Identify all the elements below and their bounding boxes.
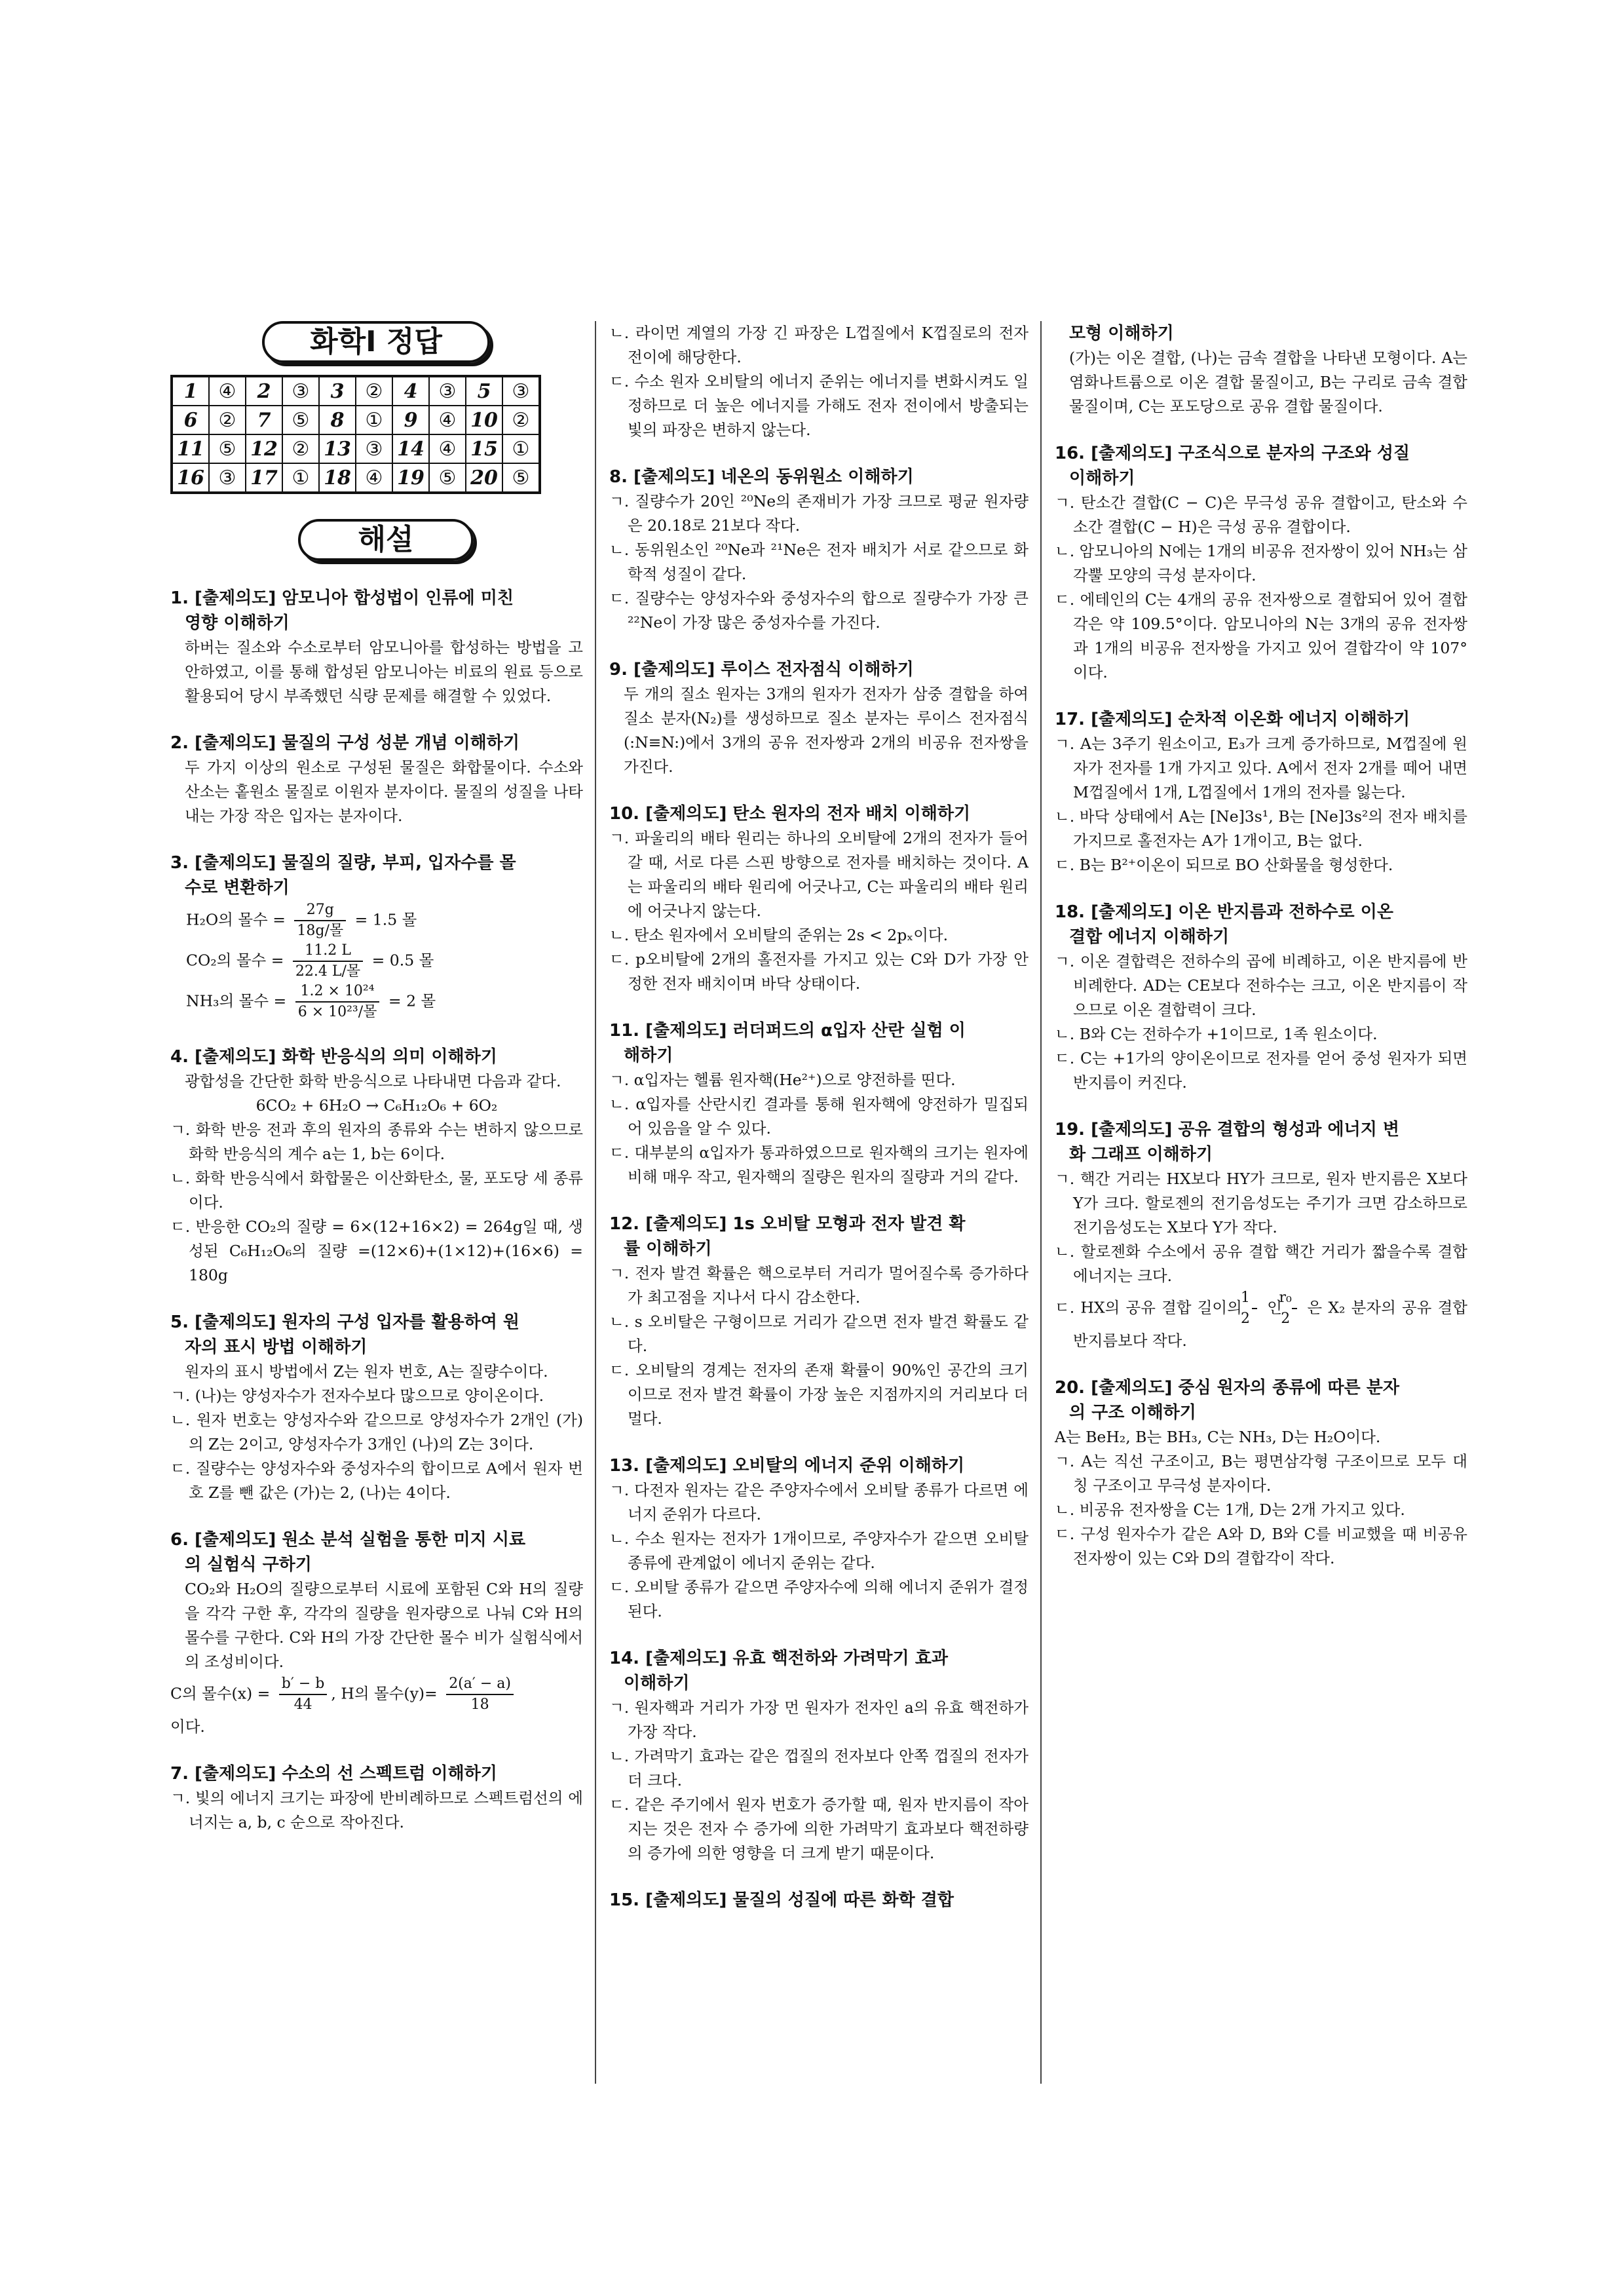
explanation-2	[170, 731, 583, 828]
q12-heading-cont: 률 이해하기	[624, 1239, 712, 1259]
q11-item-a: ㄱ. α입자는 헬륨 원자핵(He²⁺)으로 양전하를 띤다.	[609, 1071, 956, 1089]
question-number: 8	[319, 406, 356, 434]
q12-heading: 12. [출제의도] 1s 오비탈 모형과 전자 발견 확	[609, 1214, 966, 1234]
explanation-20	[1055, 1375, 1467, 1571]
explanation-15	[609, 1888, 1029, 1913]
q16-heading-cont: 이해하기	[1069, 469, 1135, 488]
column-divider	[1040, 321, 1042, 2084]
q17-item-b: ㄴ. 바닥 상태에서 A는 [Ne]3s¹, B는 [Ne]3s²의 전자 배치를 가지므로 홀전자는 A가 1개이고, B는 없다.	[1055, 807, 1467, 850]
question-number: 11	[172, 434, 209, 463]
explanation-13	[609, 1453, 1029, 1624]
explanation-8	[609, 465, 1029, 635]
question-number: 12	[246, 434, 282, 463]
q10-heading: 10. [출제의도] 탄소 원자의 전자 배치 이해하기	[609, 804, 971, 824]
q8-item-c: ㄷ. 질량수는 양성자수와 중성자수의 합으로 질량수가 가장 큰 ²²Ne이 가장 많은 중성자수를 가진다.	[609, 589, 1029, 632]
q18-item-a: ㄱ. 이온 결합력은 전하수의 곱에 비례하고, 이온 반지름에 반비례한다. AD는 CE보다 전하수는 크고, 이온 반지름이 작으므로 이온 결합력이 크다.	[1055, 952, 1467, 1019]
answer-choice: ①	[502, 434, 540, 463]
q11-heading-cont: 해하기	[624, 1046, 673, 1065]
q19-heading: 19. [출제의도] 공유 결합의 형성과 에너지 변	[1055, 1120, 1399, 1139]
q20-item-a: ㄱ. A는 직선 구조이고, B는 평면삼각형 구조이므로 모두 대칭 구조이고 무극성 분자이다.	[1055, 1452, 1467, 1495]
explanation-7	[170, 1761, 583, 1835]
q7-heading: 7. [출제의도] 수소의 선 스펙트럼 이해하기	[170, 1764, 497, 1784]
q11-item-b: ㄴ. α입자를 산란시킨 결과를 통해 원자핵에 양전하가 밀집되어 있음을 알 수 있다.	[609, 1095, 1029, 1138]
q14-item-b: ㄴ. 가려막기 효과는 같은 껍질의 전자보다 안쪽 껍질의 전자가 더 크다.	[609, 1747, 1029, 1789]
question-number: 13	[319, 434, 356, 463]
q5-item-c: ㄷ. 질량수는 양성자수와 중성자수의 합이므로 A에서 원자 번호 Z를 뺀 값은 (가)는 2, (나)는 4이다.	[170, 1459, 583, 1502]
q16-heading: 16. [출제의도] 구조식으로 분자의 구조와 성질	[1055, 444, 1410, 463]
answer-choice: ④	[356, 463, 392, 493]
answer-choice: ①	[282, 463, 319, 493]
q5-text: 원자의 표시 방법에서 Z는 원자 번호, A는 질량수이다.	[185, 1362, 548, 1381]
q6-text: CO₂와 H₂O의 질량으로부터 시료에 포함된 C와 H의 질량을 각각 구한 후, 각각의 질량을 원자량으로 나눠 C와 H의 몰수를 구한다. C와 H의 가장 간단한 몰수 비가 실험식에서의 조성비이다.	[185, 1580, 583, 1671]
q19-item-b: ㄴ. 할로젠화 수소에서 공유 결합 핵간 거리가 짧을수록 결합 에너지는 크다.	[1055, 1242, 1467, 1285]
q12-item-a: ㄱ. 전자 발견 확률은 핵으로부터 거리가 멀어질수록 증가하다가 최고점을 지나서 다시 감소한다.	[609, 1264, 1029, 1307]
q13-heading: 13. [출제의도] 오비탈의 에너지 준위 이해하기	[609, 1456, 965, 1476]
answer-choice: ②	[282, 434, 319, 463]
q5-heading: 5. [출제의도] 원자의 구성 입자를 활용하여 원	[170, 1312, 520, 1332]
q7-item-c: ㄷ. 수소 원자 오비탈의 에너지 준위는 에너지를 변화시켜도 일정하므로 더 높은 에너지를 가해도 전자 전이에서 방출되는 빛의 파장은 변하지 않는다.	[609, 372, 1029, 439]
answer-table	[170, 375, 541, 494]
answer-row	[172, 376, 540, 406]
explanation-15-cont	[1055, 321, 1467, 419]
q1-text: 하버는 질소와 수소로부터 암모니아를 합성하는 방법을 고안하였고, 이를 통해 합성된 암모니아는 비료의 원료 등으로 활용되어 당시 부족했던 식량 문제를 해결할 수 있었다.	[185, 638, 583, 705]
q19-item-a: ㄱ. 핵간 거리는 HX보다 HY가 크므로, 원자 반지름은 X보다 Y가 크다. 할로젠의 전기음성도는 주기가 크면 감소하므로 전기음성도는 X보다 Y가 작다.	[1055, 1170, 1467, 1236]
explanation-11	[609, 1018, 1029, 1189]
explanation-1	[170, 586, 583, 708]
q4-equation: 6CO₂ + 6H₂O → C₆H₁₂O₆ + 6O₂	[255, 1096, 498, 1115]
q17-item-a: ㄱ. A는 3주기 원소이고, E₃가 크게 증가하므로, M껍질에 원자가 전자를 1개 가지고 있다. A에서 전자 2개를 떼어 내면 M껍질에서 1개, L껍질에서 1개의 전자를 잃는다.	[1055, 735, 1467, 801]
q4-text: 광합성을 간단한 화학 반응식으로 나타내면 다음과 같다.	[185, 1072, 561, 1090]
question-number: 18	[319, 463, 356, 493]
question-number: 3	[319, 376, 356, 406]
q6-heading: 6. [출제의도] 원소 분석 실험을 통한 미지 시료	[170, 1530, 526, 1550]
q12-item-c: ㄷ. 오비탈의 경계는 전자의 존재 확률이 90%인 공간의 크기이므로 전자 발견 확률이 가장 높은 지점까지의 거리보다 더 멀다.	[609, 1361, 1029, 1428]
q18-heading: 18. [출제의도] 이온 반지름과 전하수로 이온	[1055, 902, 1393, 922]
question-number: 5	[466, 376, 502, 406]
q20-item-b: ㄴ. 비공유 전자쌍을 C는 1개, D는 2개 가지고 있다.	[1055, 1501, 1405, 1519]
answer-choice: ⑤	[209, 434, 246, 463]
q5-heading-cont: 자의 표시 방법 이해하기	[185, 1337, 368, 1357]
q19-item-c: ㄷ. HX의 공유 결합 길이의 $\frac{1}{2}$ 인 $\frac{\text{r₀}}{2}$ 은 X₂ 분자의 공유 결합 반지름보다 작다.	[1055, 1290, 1467, 1350]
q16-item-c: ㄷ. 에테인의 C는 4개의 공유 전자쌍으로 결합되어 있어 결합각은 약 109.5°이다. 암모니아의 N는 3개의 공유 전자쌍과 1개의 비공유 전자쌍을 가지고 있어 결합각이 약 107°이다.	[1055, 590, 1467, 681]
q18-item-c: ㄷ. C는 +1가의 양이온이므로 전자를 얻어 중성 원자가 되면 반지름이 커진다.	[1055, 1049, 1467, 1092]
page-title: 화학Ⅰ 정답	[262, 321, 490, 363]
answer-choice: ③	[209, 463, 246, 493]
question-number: 17	[246, 463, 282, 493]
q10-item-a: ㄱ. 파울리의 배타 원리는 하나의 오비탈에 2개의 전자가 들어갈 때, 서로 다른 스핀 방향으로 전자를 배치하는 것이다. A는 파울리의 배타 원리에 어긋나고, C는 파울리의 배타 원리에 어긋나지 않는다.	[609, 829, 1029, 920]
column-1	[170, 321, 583, 1857]
q10-item-b: ㄴ. 탄소 원자에서 오비탈의 준위는 2s < 2pₓ이다.	[609, 926, 949, 944]
answer-choice: ③	[502, 376, 540, 406]
explanation-18	[1055, 900, 1467, 1095]
q6-formula: C의 몰수(x) = $\frac{b' - b}{44}$ , H의 몰수(y)= $\frac{2(a' - a)}{18}$	[170, 1674, 583, 1715]
answer-choice: ⑤	[502, 463, 540, 493]
explanation-5	[170, 1310, 583, 1505]
q9-heading: 9. [출제의도] 루이스 전자점식 이해하기	[609, 660, 914, 679]
column-2	[609, 321, 1029, 1935]
q16-item-b: ㄴ. 암모니아의 N에는 1개의 비공유 전자쌍이 있어 NH₃는 삼각뿔 모양의 극성 분자이다.	[1055, 542, 1467, 584]
answer-choice: ③	[356, 434, 392, 463]
q4-item-a: ㄱ. 화학 반응 전과 후의 원자의 종류와 수는 변하지 않으므로 화학 반응식의 계수 a는 1, b는 6이다.	[170, 1120, 583, 1163]
question-number: 6	[172, 406, 209, 434]
q4-heading: 4. [출제의도] 화학 반응식의 의미 이해하기	[170, 1047, 497, 1067]
q18-heading-cont: 결합 에너지 이해하기	[1069, 927, 1230, 947]
q11-item-c: ㄷ. 대부분의 α입자가 통과하였으므로 원자핵의 크기는 원자에 비해 매우 작고, 원자핵의 질량은 원자의 질량과 거의 같다.	[609, 1143, 1029, 1186]
q3-heading: 3. [출제의도] 물질의 질량, 부피, 입자수를 몰	[170, 853, 516, 873]
column-3	[1055, 321, 1467, 1593]
column-divider	[595, 321, 596, 2084]
q6-heading-cont: 의 실험식 구하기	[185, 1555, 312, 1575]
q8-item-b: ㄴ. 동위원소인 ²⁰Ne과 ²¹Ne은 전자 배치가 서로 같으므로 화학적 성질이 같다.	[609, 541, 1029, 583]
q5-item-a: ㄱ. (나)는 양성자수가 전자수보다 많으므로 양이온이다.	[170, 1387, 544, 1405]
question-number: 14	[392, 434, 429, 463]
question-number: 1	[172, 376, 209, 406]
explanation-3	[170, 851, 583, 1022]
answer-choice: ⑤	[429, 463, 466, 493]
question-number: 4	[392, 376, 429, 406]
q13-item-c: ㄷ. 오비탈 종류가 같으면 주양자수에 의해 에너지 준위가 결정된다.	[609, 1578, 1029, 1620]
question-number: 20	[466, 463, 502, 493]
explanation-7-cont	[609, 321, 1029, 442]
q6-end: 이다.	[170, 1717, 205, 1736]
explanation-16	[1055, 441, 1467, 685]
q18-item-b: ㄴ. B와 C는 전하수가 +1이므로, 1족 원소이다.	[1055, 1025, 1378, 1043]
answer-row	[172, 434, 540, 463]
answer-choice: ③	[282, 376, 319, 406]
q1-heading: 1. [출제의도] 암모니아 합성법이 인류에 미친	[170, 588, 514, 608]
explanation-10	[609, 801, 1029, 996]
q14-item-a: ㄱ. 원자핵과 거리가 가장 먼 원자가 전자인 a의 유효 핵전하가 가장 작다.	[609, 1698, 1029, 1741]
answer-choice: ②	[502, 406, 540, 434]
question-number: 16	[172, 463, 209, 493]
q13-item-a: ㄱ. 다전자 원자는 같은 주양자수에서 오비탈 종류가 다르면 에너지 준위가 다르다.	[609, 1481, 1029, 1523]
q15-heading-cont: 모형 이해하기	[1069, 324, 1174, 343]
question-number: 7	[246, 406, 282, 434]
answer-choice: ⑤	[282, 406, 319, 434]
explanation-4	[170, 1044, 583, 1288]
explanation-19	[1055, 1117, 1467, 1353]
question-number: 10	[466, 406, 502, 434]
explanation-14	[609, 1646, 1029, 1866]
q12-item-b: ㄴ. s 오비탈은 구형이므로 거리가 같으면 전자 발견 확률도 같다.	[609, 1312, 1029, 1355]
q1-heading-cont: 영향 이해하기	[185, 613, 290, 633]
answer-choice: ④	[209, 376, 246, 406]
q13-item-b: ㄴ. 수소 원자는 전자가 1개이므로, 주양자수가 같으면 오비탈 종류에 관계없이 에너지 준위는 같다.	[609, 1529, 1029, 1572]
answer-choice: ②	[356, 376, 392, 406]
q8-heading: 8. [출제의도] 네온의 동위원소 이해하기	[609, 467, 914, 487]
explanation-12	[609, 1212, 1029, 1431]
q15-heading: 15. [출제의도] 물질의 성질에 따른 화학 결합	[609, 1890, 954, 1910]
q14-item-c: ㄷ. 같은 주기에서 원자 번호가 증가할 때, 원자 반지름이 작아지는 것은 전자 수 증가에 의한 가려막기 효과보다 핵전하량의 증가에 의한 영향을 더 크게 받기 때문이다.	[609, 1795, 1029, 1862]
question-number: 19	[392, 463, 429, 493]
co2-moles-calc: CO₂의 몰수 = $\frac{11.2 L}{\text{22.4 L/몰}}$ = 0.5 몰	[186, 942, 434, 980]
question-number: 15	[466, 434, 502, 463]
q4-item-b: ㄴ. 화학 반응식에서 화합물은 이산화탄소, 물, 포도당 세 종류이다.	[170, 1169, 583, 1212]
answer-choice: ②	[209, 406, 246, 434]
q14-heading: 14. [출제의도] 유효 핵전하와 가려막기 효과	[609, 1649, 948, 1668]
answer-choice: ③	[429, 376, 466, 406]
q9-text: 두 개의 질소 원자는 3개의 원자가 전자가 삼중 결합을 하여 질소 분자(N₂)를 생성하므로 질소 분자는 루이스 전자점식(:N≡N:)에서 3개의 공유 전자쌍과 2개의 비공유 전자쌍을 가진다.	[624, 685, 1029, 776]
answer-row	[172, 406, 540, 434]
q20-text: A는 BeH₂, B는 BH₃, C는 NH₃, D는 H₂O이다.	[1055, 1428, 1381, 1446]
q19-heading-cont: 화 그래프 이해하기	[1069, 1145, 1213, 1164]
answer-choice: ④	[429, 406, 466, 434]
explanation-9	[609, 657, 1029, 779]
q4-item-c: ㄷ. 반응한 CO₂의 질량 = 6×(12+16×2) = 264g일 때, 생성된 C₆H₁₂O₆의 질량 =(12×6)+(1×12)+(16×6) = 180g	[170, 1217, 583, 1284]
q5-item-b: ㄴ. 원자 번호는 양성자수와 같으므로 양성자수가 2개인 (가)의 Z는 2이고, 양성자수가 3개인 (나)의 Z는 3이다.	[170, 1411, 583, 1453]
q7-item-b: ㄴ. 라이먼 계열의 가장 긴 파장은 L껍질에서 K껍질로의 전자 전이에 해당한다.	[609, 324, 1029, 366]
answer-row	[172, 463, 540, 493]
question-number: 9	[392, 406, 429, 434]
q20-heading: 20. [출제의도] 중심 원자의 종류에 따른 분자	[1055, 1378, 1399, 1398]
answer-choice: ④	[429, 434, 466, 463]
q17-heading: 17. [출제의도] 순차적 이온화 에너지 이해하기	[1055, 710, 1410, 729]
explanation-6	[170, 1527, 583, 1739]
q14-heading-cont: 이해하기	[624, 1674, 690, 1693]
explanation-heading: 해설	[298, 519, 474, 561]
q7-item-a: ㄱ. 빛의 에너지 크기는 파장에 반비례하므로 스펙트럼선의 에너지는 a, b, c 순으로 작아진다.	[170, 1789, 583, 1831]
q16-item-a: ㄱ. 탄소간 결합(C − C)은 무극성 공유 결합이고, 탄소와 수소간 결합(C − H)은 극성 공유 결합이다.	[1055, 493, 1467, 536]
q15-text: (가)는 이온 결합, (나)는 금속 결합을 나타낸 모형이다. A는 염화나트륨으로 이온 결합 물질이고, B는 구리로 금속 결합 물질이며, C는 포도당으로 공유 결합 물질이다.	[1069, 349, 1467, 415]
q11-heading: 11. [출제의도] 러더퍼드의 α입자 산란 실험 이	[609, 1021, 966, 1041]
q8-item-a: ㄱ. 질량수가 20인 ²⁰Ne의 존재비가 가장 크므로 평균 원자량은 20.18로 21보다 작다.	[609, 492, 1029, 535]
explanation-17	[1055, 707, 1467, 877]
nh3-moles-calc: NH₃의 몰수 = $\frac{\text{1.2 × 10²⁴}}{\text{6 × 10²³/몰}}$ = 2 몰	[186, 983, 436, 1020]
q2-heading: 2. [출제의도] 물질의 구성 성분 개념 이해하기	[170, 733, 520, 753]
q17-item-c: ㄷ. B는 B²⁺이온이 되므로 BO 산화물을 형성한다.	[1055, 856, 1393, 874]
q3-heading-cont: 수로 변환하기	[185, 878, 290, 898]
h2o-moles-calc: H₂O의 몰수 = $\frac{27g}{\text{18g/몰}}$ = 1.5 몰	[186, 902, 417, 939]
q20-item-c: ㄷ. 구성 원자수가 같은 A와 D, B와 C를 비교했을 때 비공유 전자쌍이 있는 C와 D의 결합각이 작다.	[1055, 1525, 1467, 1567]
q20-heading-cont: 의 구조 이해하기	[1069, 1403, 1196, 1423]
q10-item-c: ㄷ. p오비탈에 2개의 홀전자를 가지고 있는 C와 D가 가장 안정한 전자 배치이며 바닥 상태이다.	[609, 950, 1029, 993]
answer-choice: ①	[356, 406, 392, 434]
q2-text: 두 가지 이상의 원소로 구성된 물질은 화합물이다. 수소와 산소는 홑원소 물질로 이원자 분자이다. 물질의 성질을 나타내는 가장 작은 입자는 분자이다.	[185, 758, 583, 825]
question-number: 2	[246, 376, 282, 406]
